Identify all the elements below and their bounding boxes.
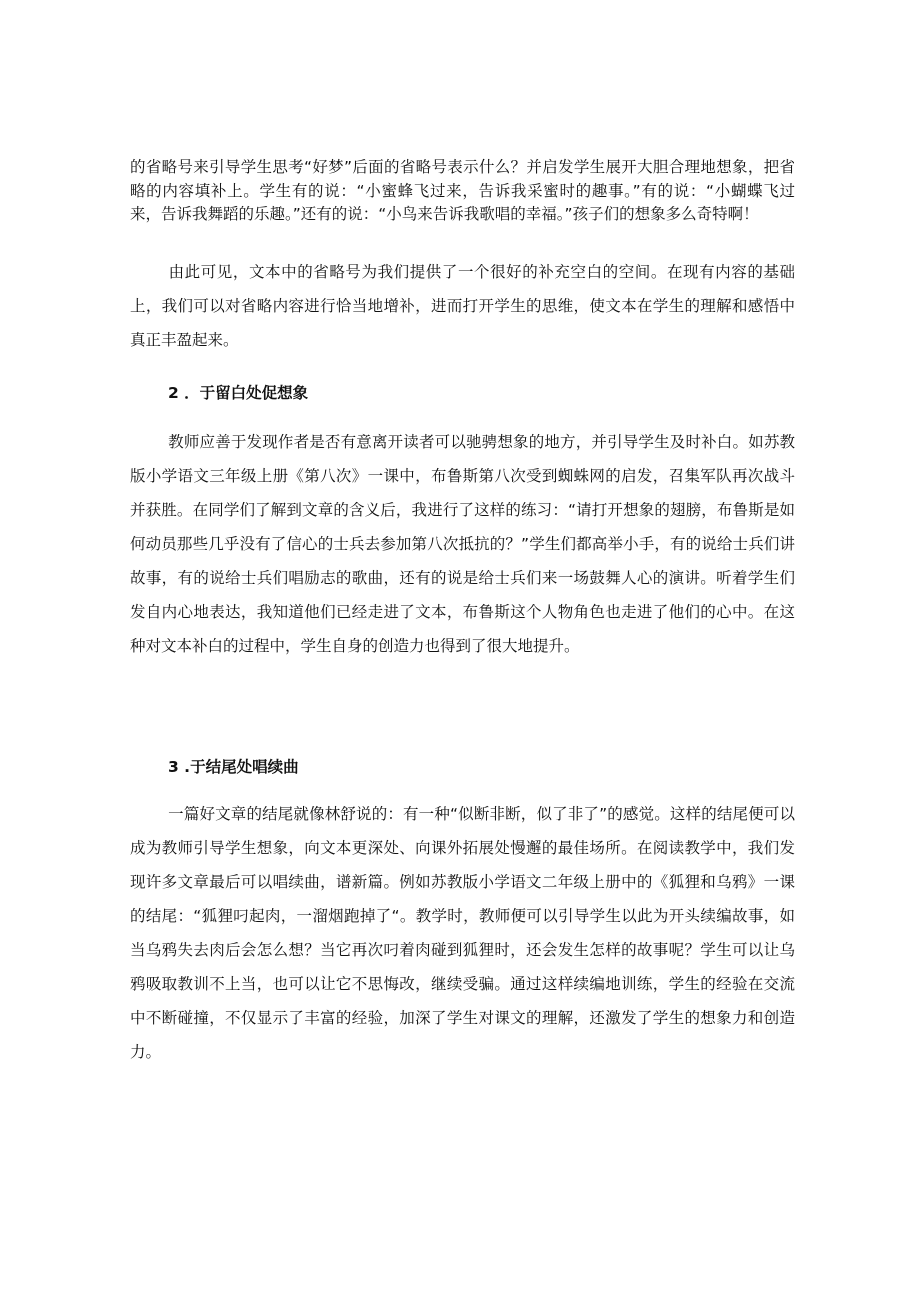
paragraph-1: 的省略号来引导学生思考“好梦”后面的省略号表示什么？并启发学生展开大胆合理地想象，把省略的内容填补上。学生有的说：“小蜜蜂飞过来，告诉我采蜜时的趣事。”有的说：“小蝴蝶飞过来，告诉我舞蹈的乐趣。”还有的说：“小鸟来告诉我歌唱的幸福。”孩子们的想象多么奇特啊！: [130, 158, 795, 223]
section-heading-2: 2 ．于留白处促想象: [168, 384, 309, 402]
paragraph-2-text: 由此可见，文本中的省略号为我们提供了一个很好的补充空白的空间。在现有内容的基础上，我们可以对省略内容进行恰当地增补，进而打开学生的思维，使文本在学生的理解和感悟中真正丰盈起来。: [130, 263, 795, 349]
paragraph-4-text: 一篇好文章的结尾就像林舒说的：有一种“似断非断，似了非了”的感觉。这样的结尾便可以成为教师引导学生想象，向文本更深处、向课外拓展处慢邂的最佳场所。在阅读教学中，我们发现许多文章最后可以唱续曲，谱新篇。例如苏教版小学语文二年级上册中的《狐狸和乌鸦》一课的结尾：“狐狸叼起肉，一溜烟跑掉了“。教学时，教师便可以引导学生以此为开头续编故事，如当乌鸦失去肉后会怎么想？当它再次叼着肉碰到狐狸时，还会发生怎样的故事呢？学生可以让乌鸦吸取教训不上当，也可以让它不思悔改，继续受骗。通过这样续编地训练，学生的经验在交流中不断碰撞，不仅显示了丰富的经验，加深了学生对课文的理解，还激发了学生的想象力和创造力。: [130, 805, 795, 1061]
paragraph-3-text: 教师应善于发现作者是否有意离开读者可以驰骋想象的地方，并引导学生及时补白。如苏教版小学语文三年级上册《第八次》一课中，布鲁斯第八次受到蜘蛛网的启发，召集军队再次战斗并获胜。在同学们了解到文章的含义后，我进行了这样的练习：“请打开想象的翅膀，布鲁斯是如何动员那些几乎没有了信心的士兵去参加第八次抵抗的？”学生们都高举小手，有的说给士兵们讲故事，有的说给士兵们唱励志的歌曲，还有的说是给士兵们来一场鼓舞人心的演讲。听着学生们发自内心地表达，我知道他们已经走进了文本，布鲁斯这个人物角色也走进了他们的心中。在这种对文本补白的过程中，学生自身的创造力也得到了很大地提升。: [130, 433, 795, 655]
paragraph-2: [130, 255, 795, 357]
paragraph-3: [130, 425, 795, 663]
paragraph-4: [130, 797, 795, 1069]
section-heading-3: 3 .于结尾处唱续曲: [168, 758, 299, 776]
